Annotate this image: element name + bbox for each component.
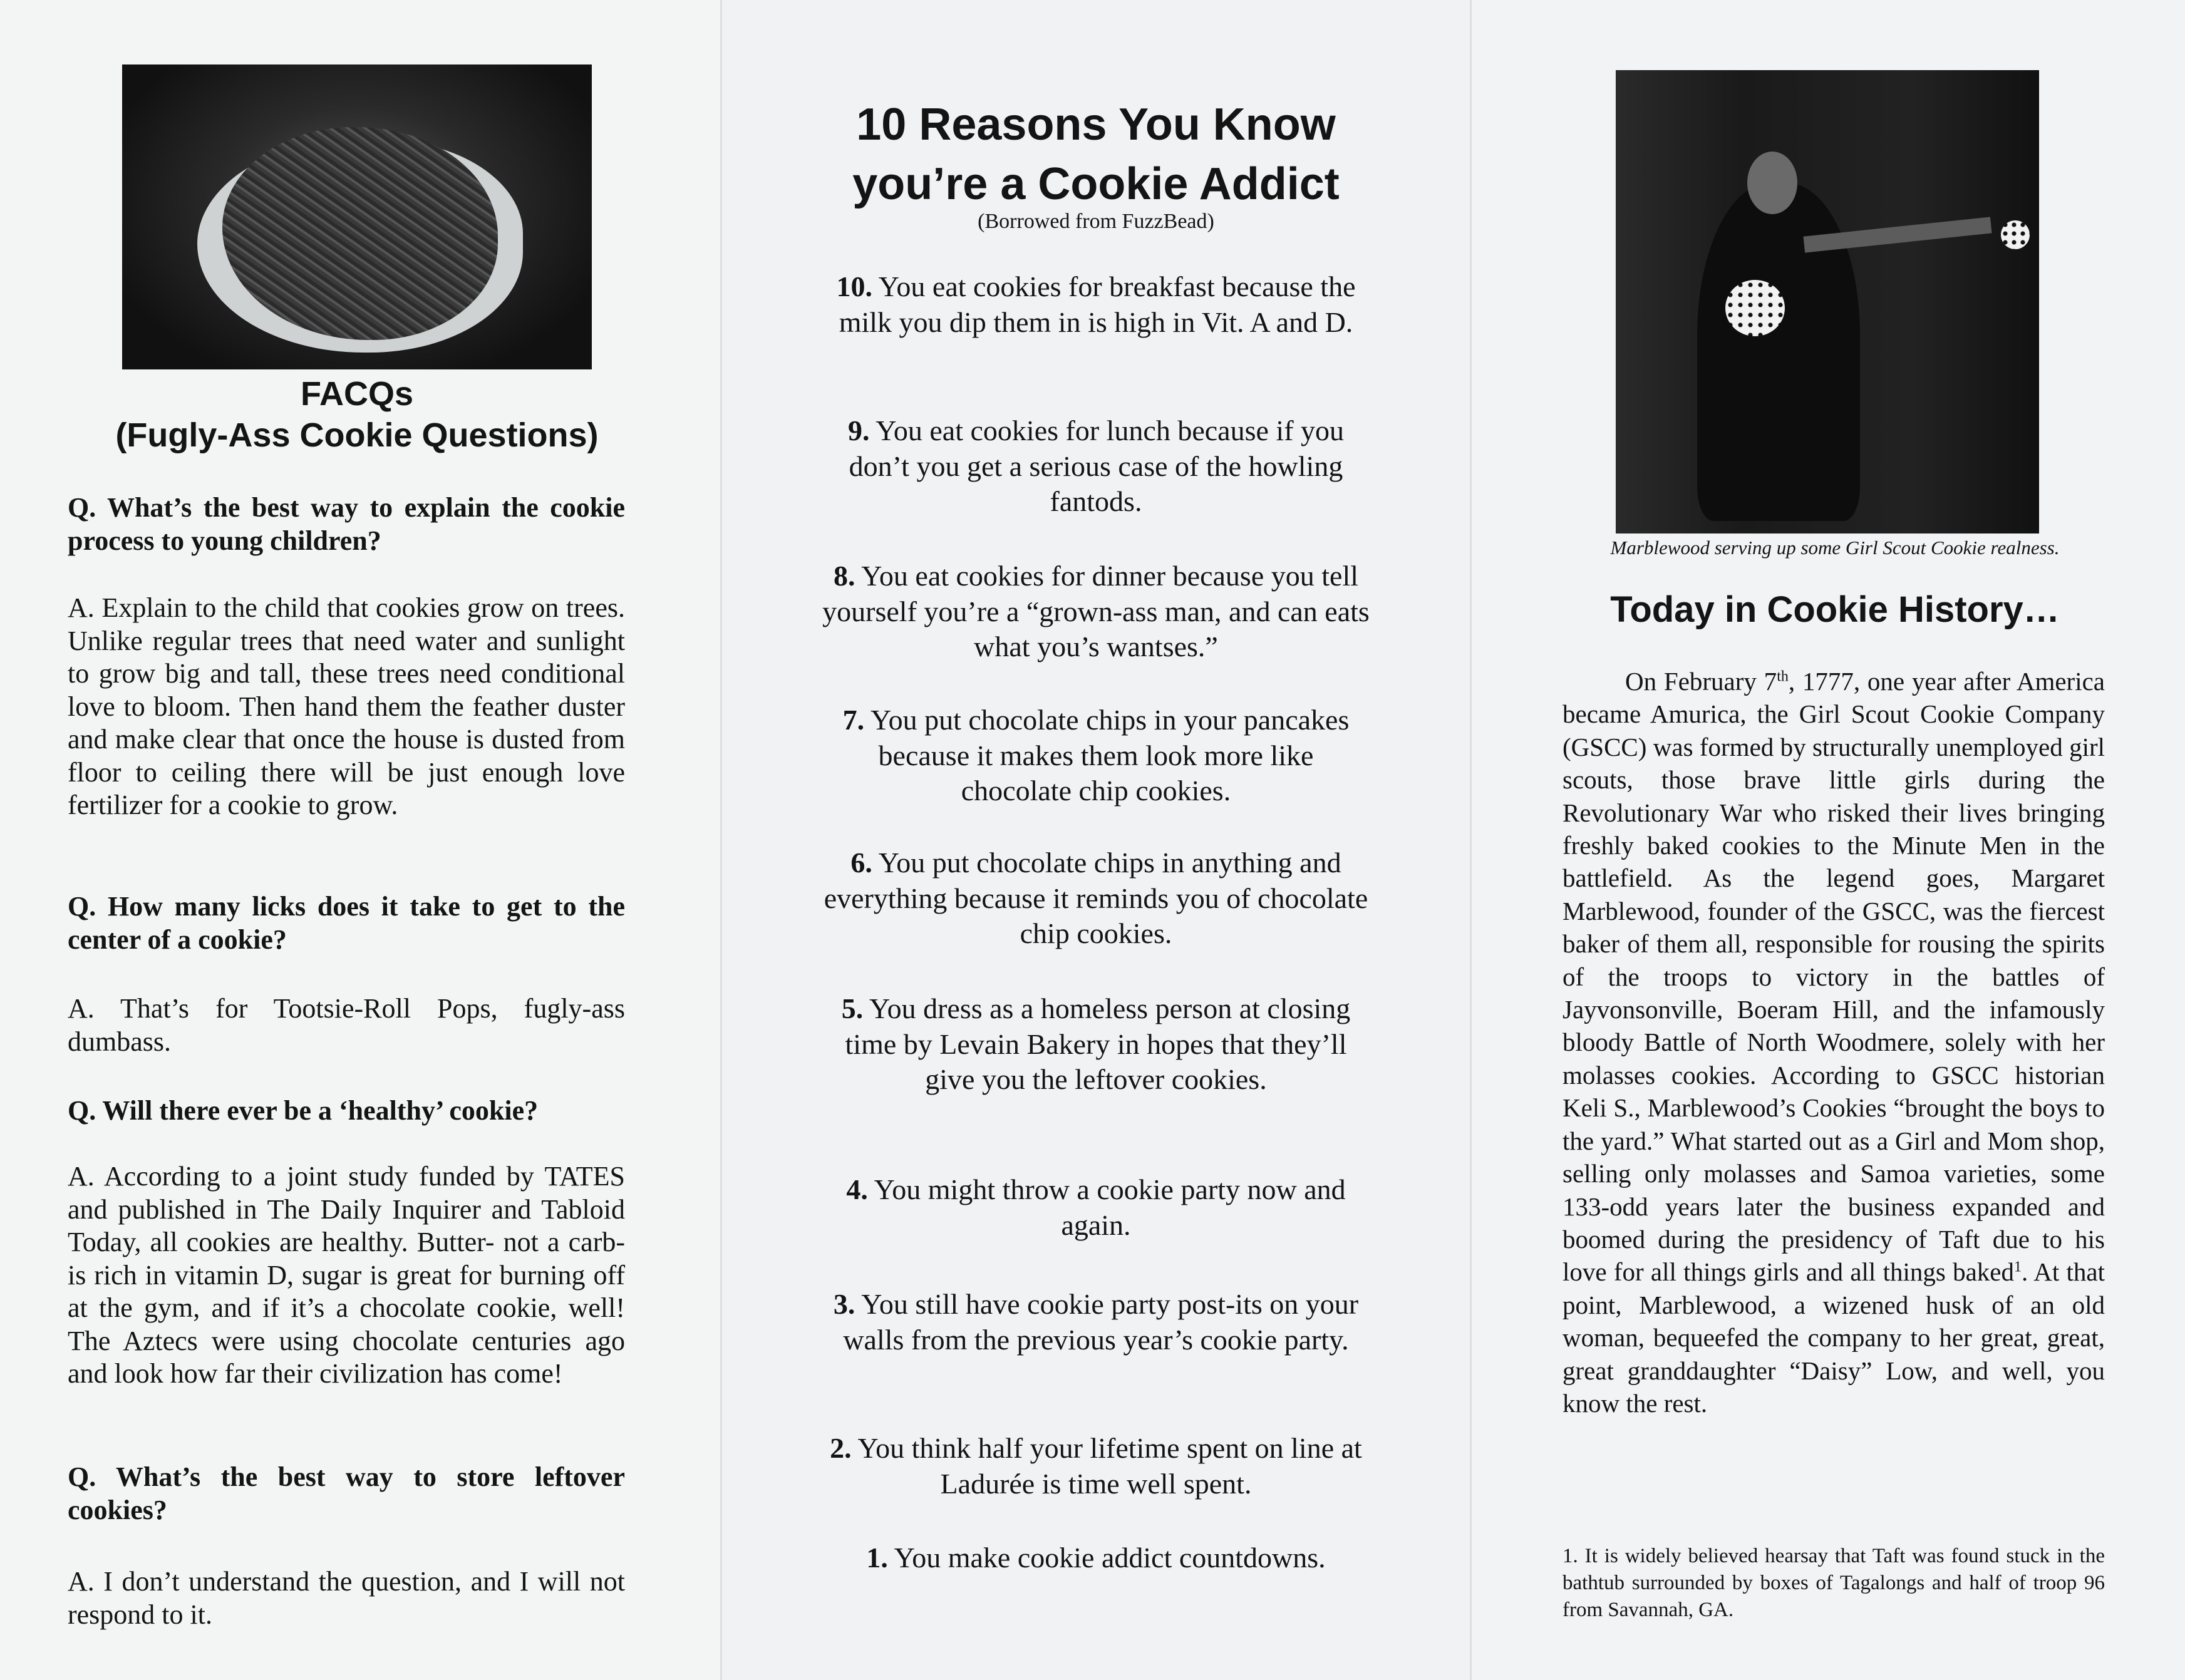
history-text-mid: , 1777, one year after America became Amurica, the Girl Scout Cookie Company (GSCC) was formed by structurally unemployed girl scouts, those brave little girls during the Revolutionary War who risked their lives bringing freshly baked cookies to the Minute Men in the battlefield. As the legend goes, Margaret Marblewood, founder of the GSCC, was the fiercest baker of them all, responsible for rousing the spirits of the troops to victory in the battles of Jayvonsonville, Boeram Hill, and the infamously bloody Battle of North Woodmere, solely with her molasses cookies. According to GSCC historian Keli S., Marblewood’s Cookies “brought the boys to the yard.” What started out as a Girl and Mom shop, selling only molasses and Samoa varieties, some 133-odd years later the business expanded and boomed during the presidency of Taft due to his love for all things girls and all things baked xyxy=(1563,667,2105,1287)
reason-item xyxy=(820,1172,1371,1243)
question-2: Q. How many licks does it take to get to the center of a cookie? xyxy=(68,891,625,955)
reason-number: 2. xyxy=(830,1432,852,1464)
reason-text: You eat cookies for dinner because you tell yourself you’re a “grown-ass man, and can eats what you’s wantses.” xyxy=(822,560,1370,662)
reason-number: 5. xyxy=(841,992,864,1024)
cookie-held-shape xyxy=(2001,220,2030,249)
reasons-heading xyxy=(739,95,1453,214)
answer-2: A. That’s for Tootsie-Roll Pops, fugly-ass dumbass. xyxy=(68,993,625,1057)
reason-text: You eat cookies for breakfast because the milk you dip them in is high in Vit. A and D. xyxy=(839,271,1356,338)
date-ordinal: th xyxy=(1777,668,1789,685)
girl-scout-photo xyxy=(1616,70,2039,533)
history-text-end: . At that point, Marblewood, a wizened husk of an old woman, bequeefed the company to her great, great, great granddaughter “Daisy” Low, and well, you know the rest. xyxy=(1563,1257,2105,1418)
reason-number: 9. xyxy=(847,415,870,446)
reason-text: You put chocolate chips in your pancakes because it makes them look more like chocolate chip cookies. xyxy=(870,704,1350,807)
facqs-subtitle: (Fugly-Ass Cookie Questions) xyxy=(115,416,599,454)
answer-3: A. According to a joint study funded by TATES and published in The Daily Inquirer and Tabloid Today, all cookies are healthy. Butter- not a carb- is rich in vitamin D, sugar is great for burning off at the gym, and if it’s a chocolate cookie, well! The Aztecs were using chocolate centuries ago and look how far their civilization has come! xyxy=(68,1161,625,1389)
facqs-title: FACQs xyxy=(300,375,414,413)
question-1: Q. What’s the best way to explain the cookie process to young children? xyxy=(68,492,625,556)
reason-item xyxy=(820,1287,1371,1358)
reason-text: You think half your lifetime spent on line at Ladurée is time well spent. xyxy=(857,1432,1362,1500)
reason-number: 4. xyxy=(846,1173,868,1205)
reason-item xyxy=(820,559,1371,665)
reason-number: 1. xyxy=(866,1542,888,1574)
reason-text: You still have cookie party post-its on your walls from the previous year’s cookie party. xyxy=(843,1288,1359,1356)
reason-number: 3. xyxy=(833,1288,855,1320)
reason-item xyxy=(820,413,1371,520)
reason-item xyxy=(820,991,1371,1098)
answer-4: A. I don’t understand the question, and I will not respond to it. xyxy=(68,1566,625,1630)
history-heading: Today in Cookie History… xyxy=(1610,589,2060,630)
reason-number: 7. xyxy=(842,704,865,736)
reason-text: You put chocolate chips in anything and everything because it reminds you of chocolate chip cookies. xyxy=(824,847,1368,949)
reason-item xyxy=(820,1540,1371,1576)
footnote: 1. It is widely believed hearsay that Taft was found stuck in the bathtub surrounded by boxes of Tagalongs and half of troop 96 from Savannah, GA. xyxy=(1563,1545,2105,1621)
reason-item xyxy=(820,845,1371,952)
reason-number: 10. xyxy=(836,271,872,302)
answer-1: A. Explain to the child that cookies grow on trees. Unlike regular trees that need water and sunlight to grow big and tall, these trees need conditional love to bloom. Then hand them the feather duster and make clear that once the house is dusted from floor to ceiling there will be just enough love fertilizer for a cookie to grow. xyxy=(68,592,625,820)
question-3: Q. Will there ever be a ‘healthy’ cookie? xyxy=(68,1095,539,1126)
reason-item xyxy=(820,269,1371,340)
reason-number: 6. xyxy=(850,847,872,879)
reason-item xyxy=(820,703,1371,809)
reason-item xyxy=(820,1431,1371,1502)
cookie-photo xyxy=(122,64,592,369)
reasons-title-line1: 10 Reasons You Know xyxy=(856,100,1336,150)
reasons-source: (Borrowed from FuzzBead) xyxy=(978,210,1214,233)
reason-text: You dress as a homeless person at closing time by Levain Bakery in hopes that they’ll give you the leftover cookies. xyxy=(845,992,1351,1095)
reason-text: You might throw a cookie party now and again. xyxy=(874,1173,1346,1241)
question-4: Q. What’s the best way to store leftover cookies? xyxy=(68,1461,625,1525)
head-shape xyxy=(1747,152,1797,214)
history-body xyxy=(1563,665,2105,1420)
facqs-heading xyxy=(69,373,645,456)
reason-number: 8. xyxy=(833,560,855,592)
cookie-bundle-shape xyxy=(1725,280,1785,336)
footnote-ref[interactable]: 1 xyxy=(2013,1259,2022,1275)
reasons-title-line2: you’re a Cookie Addict xyxy=(852,159,1340,209)
reason-text: You eat cookies for lunch because if you don’t you get a serious case of the howling fantods. xyxy=(849,415,1345,517)
reason-text: You make cookie addict countdowns. xyxy=(894,1542,1326,1574)
history-text-start: On February 7 xyxy=(1625,667,1777,696)
photo-caption: Marblewood serving up some Girl Scout Cookie realness. xyxy=(1610,537,2060,559)
brochure-panel-middle xyxy=(720,0,1472,1680)
